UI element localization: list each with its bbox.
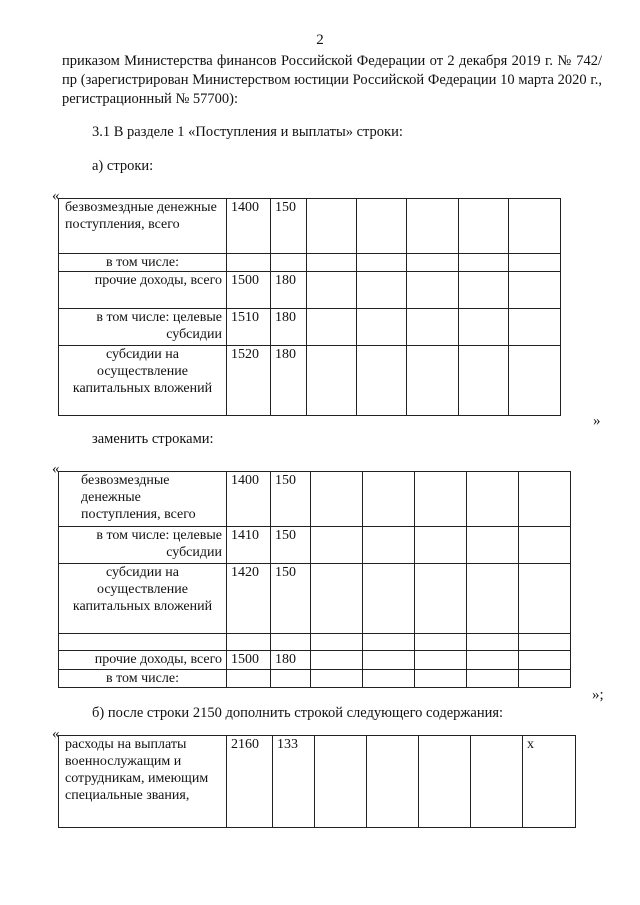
row-code: 1400	[227, 199, 271, 254]
row-name: прочие доходы, всего	[59, 651, 227, 670]
replace-with-label: заменить строками:	[92, 431, 214, 447]
item-b-label: б) после строки 2150 дополнить строкой следующего содержания:	[92, 705, 504, 721]
section-heading: 3.1 В разделе 1 «Поступления и выплаты» строки:	[92, 124, 403, 140]
table-row	[59, 736, 576, 828]
row-name: безвозмездные денежные поступления, всего	[59, 199, 227, 254]
row-code: 1410	[227, 527, 271, 564]
row-name: в том числе:	[59, 254, 227, 272]
row-name: в том числе: целевые субсидии	[59, 527, 227, 564]
row-code: 1500	[227, 272, 271, 309]
close-quote-1: »	[593, 413, 601, 429]
row-kosgu: 180	[271, 272, 307, 309]
row-code: 1510	[227, 309, 271, 346]
row-kosgu: 180	[271, 651, 311, 670]
row-code: 1500	[227, 651, 271, 670]
row-name: прочие доходы, всего	[59, 272, 227, 309]
row-name: расходы на выплаты военнослужащим и сотрудникам, имеющим специальные звания,	[59, 736, 227, 828]
open-quote-1: «	[52, 188, 60, 204]
table-row	[59, 199, 561, 254]
page-number: 2	[316, 32, 324, 48]
table-row	[59, 564, 571, 634]
row-code: 1400	[227, 472, 271, 527]
table-row	[59, 527, 571, 564]
row-kosgu: 180	[271, 346, 307, 416]
table-row	[59, 634, 571, 651]
row-kosgu: 150	[271, 199, 307, 254]
row-name: безвозмездные денежные поступления, всего	[59, 472, 227, 527]
table-row	[59, 309, 561, 346]
row-name: в том числе:	[59, 670, 227, 688]
row-kosgu: 133	[273, 736, 315, 828]
row-code: 1520	[227, 346, 271, 416]
table-replacement-rows	[58, 471, 571, 688]
open-quote-3: «	[52, 726, 60, 742]
intro-paragraph: приказом Министерства финансов Российской Федерации от 2 декабря 2019 г. № 742/пр (зарегистрирован Министерством юстиции Российской Федерации 10 марта 2020 г., регистрационный № 57700):	[62, 53, 602, 107]
item-a-label: а) строки:	[92, 158, 154, 174]
table-original-rows	[58, 198, 561, 416]
table-row	[59, 670, 571, 688]
table-row	[59, 651, 571, 670]
table-row	[59, 346, 561, 416]
row-code: 1420	[227, 564, 271, 634]
table-row	[59, 254, 561, 272]
row-name: субсидии на осуществление капитальных вложений	[59, 564, 227, 634]
table-row	[59, 472, 571, 527]
row-kosgu: 150	[271, 472, 311, 527]
close-quote-2: »;	[592, 687, 604, 703]
row-kosgu: 150	[271, 564, 311, 634]
row-code: 2160	[227, 736, 273, 828]
row-name: в том числе: целевые субсидии	[59, 309, 227, 346]
table-added-row	[58, 735, 576, 828]
row-kosgu: 150	[271, 527, 311, 564]
row-mark: x	[523, 736, 576, 828]
table-row	[59, 272, 561, 309]
open-quote-2: «	[52, 461, 60, 477]
row-name: субсидии на осуществление капитальных вложений	[59, 346, 227, 416]
row-kosgu: 180	[271, 309, 307, 346]
